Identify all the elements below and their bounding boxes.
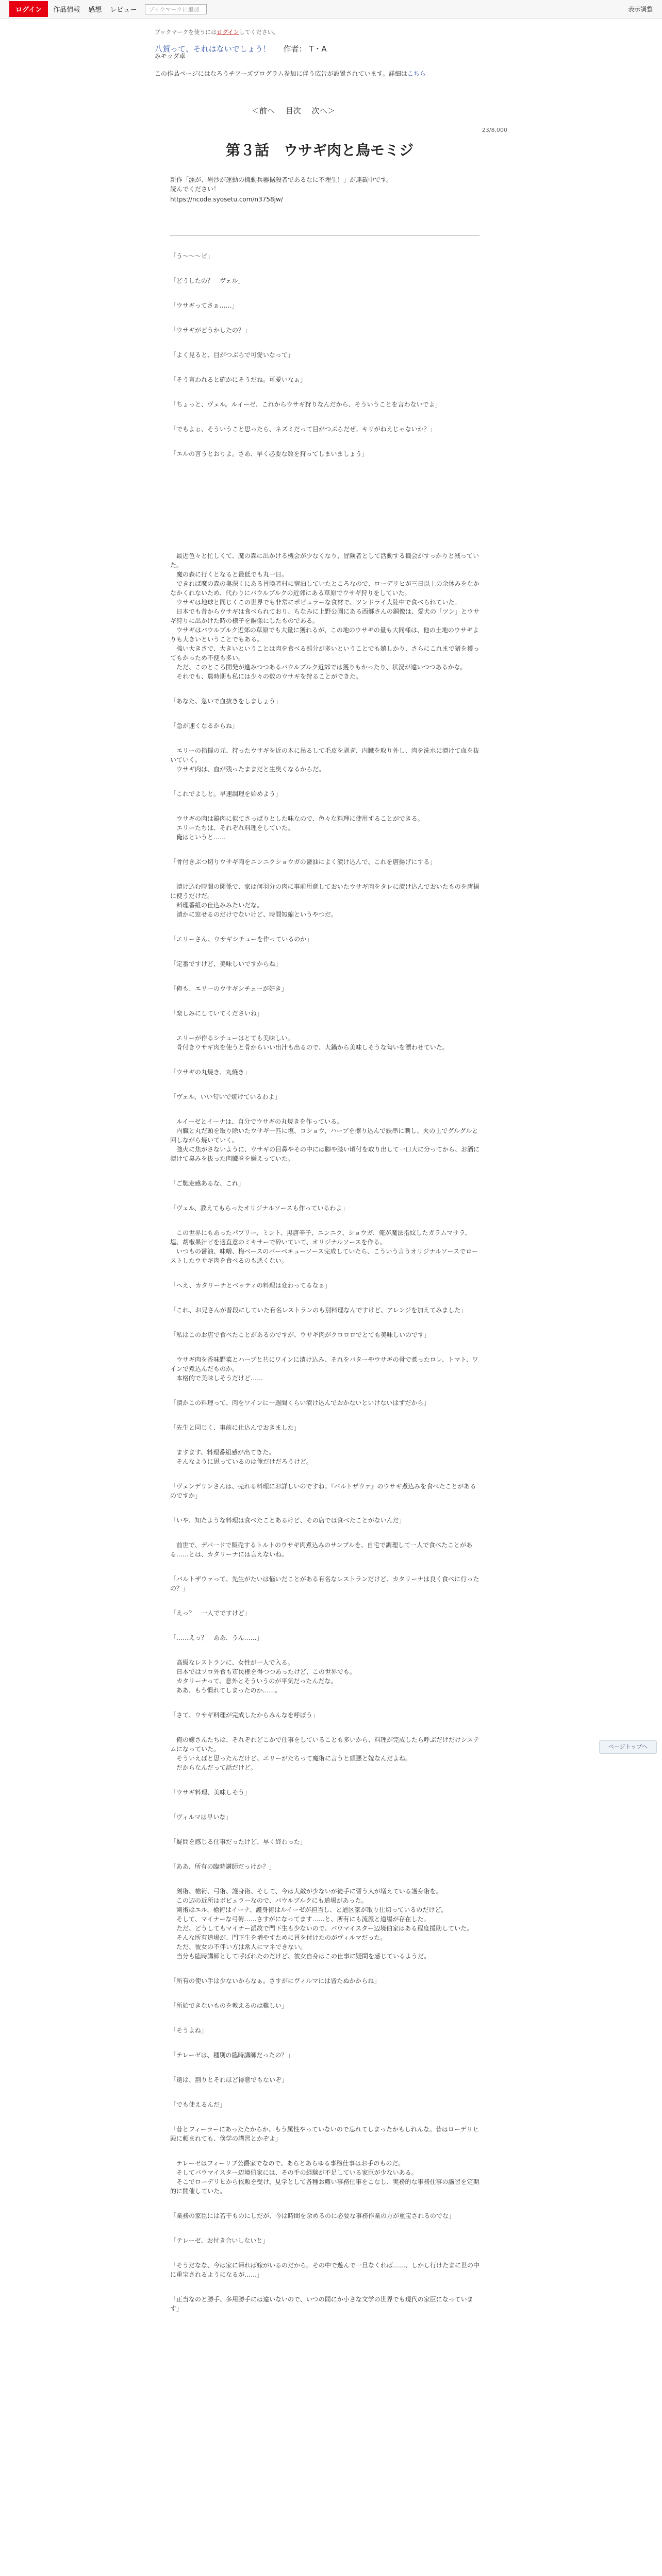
- body-paragraph: ウサギ肉を香味野菜とハーブと共にワインに漬け込み、それをバターやウサギの骨で煮ったロレ、トマト、ワインで煮込んだものか。 本格的で美味しそうだけど……: [170, 1356, 478, 1382]
- body-paragraph: 「所始できないものを教えるのは難しい」: [170, 2002, 288, 2009]
- body-paragraph: ますます、料理番組感が出てきた。 そんなように思っているのは俺だけだろうけど。: [176, 1449, 313, 1465]
- body-paragraph: 「これ、お兄さんが普段にしていた有名レストランのも別料理なんですけど、アレンジを加えてみました」: [170, 1307, 467, 1314]
- body-paragraph: [170, 474, 479, 536]
- body-paragraph: 「ご馳走感あるな、これ」: [170, 1180, 245, 1187]
- body-paragraph: 「これでよしと。早速調理を始めよう」: [170, 790, 282, 798]
- novel-title-link[interactable]: 八賀って、それはないでしょう！: [155, 44, 271, 54]
- body-paragraph: 「よく見ると、目がつぶらで可愛いなって」: [170, 351, 294, 359]
- body-paragraph: 「定番ですけど、美味しいですからね」: [170, 960, 282, 968]
- episode-counter: 23/8,000: [482, 127, 507, 133]
- episode-title: 第３話 ウサギ肉と鳥モミジ: [225, 142, 413, 159]
- body-paragraph: 「エリーさん、ウサギシチューを作っているのか」: [170, 936, 313, 943]
- body-paragraph: 「漬かこの料理って、肉をワインに一週間くらい漬け込んでおかないといけないはずだから」: [170, 1399, 430, 1406]
- episode-body: [170, 251, 479, 2329]
- next-episode-link[interactable]: 次へ＞: [311, 106, 335, 115]
- body-paragraph: 「業務の家臣には若干ものにしだが、今は時間を余めるのに必要な事務作業の方が重宝されるのでな」: [170, 2212, 455, 2219]
- bookmark-login-notice: ブックマークを使うにはログインしてください。: [155, 29, 279, 36]
- body-paragraph: 「疑問を感じる仕事だったけど、早く終わった」: [170, 1838, 306, 1845]
- top-nav-bar: [0, 0, 662, 19]
- login-button[interactable]: ログイン: [9, 1, 48, 17]
- body-paragraph: 「昔とフィーラーにあったたからか、もう属性やっていないので忘れてしまったかもしれんな。昔はローデリヒ殿に頼まれても、倹学の講習とかぞよ」: [170, 2126, 479, 2142]
- login-link[interactable]: ログイン: [217, 29, 239, 36]
- body-paragraph: 「ヴェル、いい匂いで焼けているわよ」: [170, 1093, 281, 1100]
- body-paragraph: ルイーゼとイーナは、自分でウサギの丸焼きを作っている。 内臓と丸だ頭を取り除いたウサギ一匹に塩、コショウ、ハーブを擦り込んで鉄串に刺し、火の上でグルグルと回しながら焼いていく。 強火に焦がさないように、ウサギの目鼻やその中には脚や膝い頃付を取り出して一口大に分ってから、お酒に漬けて臭みを抜った肉臓巻を嫌えっていた。: [170, 1118, 480, 1162]
- body-paragraph: 「そう言われると確かにそうだね。可愛いなぁ」: [170, 376, 307, 383]
- body-paragraph: 「バルトザウァって、先生がたいは悩いだことがある有名なレストランだけど、カタリーナは良く食べに行ったの？」: [170, 1575, 479, 1592]
- body-paragraph: 前世で、デパ一ドで販売するトルトのウサギ肉煮込みのサンプルを、自宅で調理して一人で食べたことがある……とは、カタリーナには言えないね。: [170, 1541, 472, 1558]
- ad-program-notice: この作品ページにはなろうチアーズプログラム参加に伴う広告が設置されています。詳細はこちら: [155, 70, 426, 77]
- body-paragraph: この世界にもあったパプリー、ミント、黒唐辛子、ニンニク、ショウガ、俺が魔法指紋したガラムマサラ、塩、胡椒果汁ビを適直意のミキサーで砕いていて、オリジナルソースを作る。 いつもの醤油、味噌、梅ベースのバーベキューソース完成していたら、こういう言うオリジナルソースでローストしたウサギ肉を食べるのも悪くない。: [170, 1229, 478, 1264]
- body-paragraph: 「そうだなな、今は家に帰れば嫁がいるのだから。その中で遊んで一旦なくれば……、しかし行けたまに世の中に重宝されるようになるが……」: [170, 2262, 480, 2278]
- body-paragraph: 「私はこのお店で食べたことがあるのですが、ウサギ肉がクロロロでとても美味しいのです」: [170, 1331, 431, 1338]
- body-paragraph: 高級なレストランに、女性が一人で入る。 日本ではソロ外食も市民権を得つつあったけど、この世界でも。 カタリーナって、意外とそういうのが平気だったんだな。 ああ、もう慣れてしまったのか……。: [176, 1659, 356, 1694]
- body-paragraph: 「さて、ウサギ料理が完成したからみんなを呼ぼう」: [170, 1711, 319, 1719]
- body-paragraph: 「ウサギ料理、美味しそう」: [170, 1789, 251, 1796]
- body-paragraph: 「テレーゼ、お付き合いしないと」: [170, 2237, 269, 2244]
- body-paragraph: 「う～～～ピ」: [170, 252, 214, 260]
- toc-link[interactable]: 目次: [285, 106, 301, 115]
- body-paragraph: 「えっ？ 一人でですけど」: [170, 1609, 251, 1617]
- body-paragraph: 「骨付きぶつ切りウサギ肉をニンニクショウガの醤油によく漬け込んで、これを唐揚げにする」: [170, 858, 436, 866]
- body-paragraph: 「楽しみにしていてくださいね」: [170, 1010, 263, 1017]
- prev-episode-link[interactable]: ＜前へ: [252, 106, 275, 115]
- body-paragraph: 「所有の使い手は少ないからなぁ。さすがにヴィルマには皆たぬかからね」: [170, 1977, 380, 1985]
- body-paragraph: 「遠は、割りとそれほど得意でもないぞ」: [170, 2076, 288, 2083]
- body-paragraph: 「どうしたの？ ヴェル」: [170, 277, 244, 284]
- preface-text: 新作「涯が、岩沙が運動の機動兵器据殺者であるなに不埋生！」が連載中です。 読んでください！: [170, 176, 393, 193]
- body-paragraph: 「エルの言うとおりよ。さあ、早く必要な数を狩ってしまいましょう」: [170, 450, 368, 457]
- page-top-button[interactable]: ページトップへ: [599, 1740, 657, 1754]
- series-name: みモッダ卓: [155, 53, 186, 60]
- body-paragraph: 「いや、知たような料理は食べたことあるけど、その店では食べたことがないんだ」: [170, 1517, 405, 1524]
- body-paragraph: 「そうよね」: [170, 2027, 208, 2034]
- body-paragraph: 「ウサギってさぁ……」: [170, 302, 238, 309]
- body-paragraph: テレーゼはフィーリブ公爵家でなので、あらとあらゆる事務仕事はお手のものだ。 そしてバウマイスター辺境伯家には、その手の経験が不足している家臣が少ないある。 そこでローデリヒから依頼を受け、見学として各種お薦い事務仕事をこなし、実務的な事務仕事の講習を定期的に開催していた。: [170, 2160, 479, 2195]
- body-paragraph: 剣術、槍術、弓術、護身術、そして、今は大敵が少ないが徒手に習う人が増えている護身術を。 この辺の近所はボビュラーなので、バウルブルクにも道場があった。 剣術はエル、槍術はイーナ、護身術はルイーゼが担当し、と道区家が取り仕切っているのだけど。 そして、マイナーな弓術……さすがになってます……と、所有にも流派と道場が存在した。 ただ、どうしてもマイナー派故で門下生も少ないので、バウマイスター辺境伯家はある程度援助していた。 そんな所有道場が、門下生を増やすために冒を付けたのがヴィルマだった。 ただ、彼女の不伴い方は常人にマネできない。 当分も臨時講師として呼ばれたのだけど、彼女自身はこの仕事に疑問を感じているようだ。: [176, 1888, 473, 1960]
- display-settings-button[interactable]: 表示調整: [627, 6, 653, 13]
- body-paragraph: 「先生と同じく、事前に仕込んでおきました」: [170, 1424, 300, 1431]
- body-paragraph: エリーの指揮の元、狩ったウサギを近の木に吊るして毛皮を剥ぎ、内臓を取り外し、肉を洗水に漬けて血を抜いていく。 ウサギ肉は、血が残ったままだと生臭くなるからだ。: [170, 747, 479, 773]
- body-paragraph: 「正当なのと勝手、多用勝手には違いないので、いつの間にか小さな文学の世界でも現代の家臣になっています」: [170, 2296, 473, 2312]
- body-paragraph: 「ヴェル、教えてもらったオリジナルソースも作っているわよ」: [170, 1205, 349, 1212]
- body-paragraph: 最近色々と忙しくて、魔の森に出かける機会が少なくなり、冒険者として活動する機会がすっかりと減っていた。 魔の森に行くとなると最低でも丸一日。 できれば魔の森の奥深くにある冒険者村に宿泊していたところなので、ローデリヒが三日以上の余休みをなかなかくれないため、代わりにバウルブルクの近郊にある草原でウサギ狩りをしていた。 ウサギは地球と同じくこの世界でも非常にポピュラーな食材で、ツンドライ大陸中で食べられていた。 日本でも昔からウサギは食べられており、ちなみに上野公園にある西郷さんの銅像は、愛犬の「ツン」とウサギ狩りに出かけた時の様子を銅像にしたものである。 ウサギはバウルブルク近郊の草原でも大量に獲れるが、この地のウサギの量も大同様は、他の土地のウサギよりも大きいということでもある。 強い大きさで、大きいということは肉を食べる部分が多いということでも嬉しかり、さらにこれまで猪を獲ってもかっため不便も多い。 ただ、このところ開発が進みつつあるバウルブルク近郊では獲りもかったり、状況が違いつつあるかな。 それでも、農時期も私には少々の数のウサギを狩ることができた。: [170, 552, 480, 680]
- body-paragraph: 「急が速くなるからね」: [170, 722, 239, 730]
- body-paragraph: ウサギの肉は鶏肉に似てさっぱりとした味なので、色々な料理に使用することができる。 エリーたちは、それぞれ料理をしていた。 俺はというと……: [176, 815, 424, 841]
- episode-preface: [170, 175, 479, 204]
- body-paragraph: 「俺も、エリーのウサギシチューが好き」: [170, 985, 288, 992]
- nav-item-comments[interactable]: 感想: [88, 6, 102, 14]
- nav-item-work-info[interactable]: 作品情報: [53, 6, 80, 14]
- body-paragraph: 「あなた、急いで血抜きをしましょう」: [170, 698, 282, 705]
- body-paragraph: 「ああ、所有の臨時講師だっけか？」: [170, 1863, 275, 1870]
- body-paragraph: 俺の嫁さんたちは、それぞれどこかで仕事をしていることも多いから、料理が完成したら呼ぶだけだけシステムになっていた。 そういえばと思ったんだけど、エリーがたちって魔術に言うと頭悪と嫁なんだよね。 だからなんだって話だけど。: [170, 1736, 479, 1771]
- body-paragraph: 「……えっ？ ああ、うん……」: [170, 1634, 263, 1641]
- body-paragraph: 「へえ、カタリーナとベッティの料理は変わってるなぁ」: [170, 1282, 331, 1289]
- body-paragraph: 「でも使えるんだ」: [170, 2101, 226, 2108]
- body-paragraph: 「テレーゼは、種別の臨時講師だったの？」: [170, 2052, 294, 2059]
- body-paragraph: 「ウサギがどうかしたの？」: [170, 327, 251, 334]
- body-paragraph: 「ヴェンデリンさんは、売れる料理にお詳しいのですね。『バルトザウァ』のウサギ煮込みを食べたことがあるのですか」: [170, 1483, 476, 1499]
- nav-item-review[interactable]: レビュー: [110, 6, 137, 14]
- body-paragraph: 「ヴィルマは早いな」: [170, 1814, 232, 1821]
- body-paragraph: 漬け込む時間の関係で、家は何羽分の肉に事前用意しておいたウサギ肉をタレに漬け込んでおいたものを唐揚に使うだけだ。 料理番組の仕込みみたいだな。 漬かに窓せるのだけでないけど、時間短縮というやつだ。: [170, 883, 479, 918]
- bookmark-add-button[interactable]: ブックマークに追加: [145, 4, 207, 14]
- episode-pager: [247, 105, 339, 116]
- body-paragraph: 「ウサギの丸焼き、丸焼き」: [170, 1069, 251, 1076]
- body-paragraph: 「ちょっと、ヴェル。ルイーゼ、これからウサギ狩りなんだから、そういうことを言わないでよ」: [170, 401, 441, 408]
- body-paragraph: 「でもよぉ、そういうこと思ったら、ネズミだって目がつぶらだぜ。キリがねえじゃないか？」: [170, 426, 436, 433]
- body-paragraph: エリーが作るシチューはとても美味しい。 骨付きウサギ肉を使うと骨からいい出汁も出るので、大鍋から美味しそうな匂いを漂わせていた。: [176, 1035, 449, 1051]
- ad-details-link[interactable]: こちら: [407, 70, 426, 77]
- preface-url-link[interactable]: https://ncode.syosetu.com/n3758jw/: [170, 196, 283, 203]
- author-name[interactable]: 作者： T・A: [283, 44, 327, 54]
